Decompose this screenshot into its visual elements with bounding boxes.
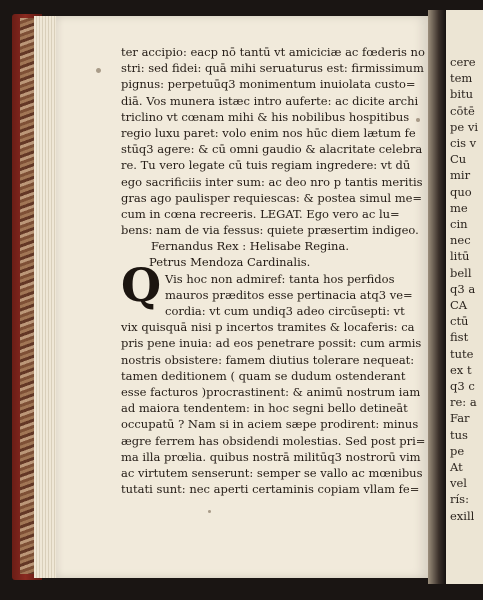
facing-text-fragment: quo (450, 184, 472, 199)
speaker-line: Fernandus Rex : Helisabe Regina. (151, 239, 349, 254)
facing-text-fragment: nec (450, 233, 471, 248)
facing-text-fragment: Cu (450, 152, 467, 167)
page-edges (34, 16, 58, 578)
text-line: gras ago paulisper requiescas: & postea simul me= (121, 190, 423, 205)
facing-text-fragment: re: a (450, 395, 477, 410)
book-gutter (428, 10, 446, 584)
facing-text-fragment: tus (450, 427, 468, 442)
facing-text-fragment: Far (450, 411, 470, 426)
text-line: bens: nam de via fessus: quiete præsertim indigeo. (121, 223, 419, 238)
text-line: ego sacrificiis inter sum: ac deo nro p tantis meritis (121, 174, 423, 189)
facing-text-fragment: bell (450, 265, 472, 280)
facing-text-fragment: pe vi (450, 119, 478, 134)
text-line: mauros præditos esse pertinacia atq3 ve= (165, 287, 413, 302)
facing-text-fragment: cōtē (450, 103, 475, 118)
text-line: re. Tu vero legate cū tuis regiam ingredere: vt dū (121, 158, 411, 173)
facing-text-fragment: tem (450, 71, 473, 86)
facing-text-fragment: cere (450, 55, 476, 69)
paper-spot (416, 118, 420, 122)
facing-text-fragment: litū (450, 249, 470, 264)
text-line: ac virtutem senserunt: semper se vallo ac mœnibus (121, 465, 423, 480)
text-line: vix quisquā nisi p incertos tramites & locaferis: ca (121, 320, 415, 335)
facing-text-fragment: exill (450, 508, 475, 523)
facing-text-fragment: CA (450, 298, 468, 312)
text-line: stri: sed fidei: quā mihi seruaturus est: firmissimum (121, 61, 424, 76)
facing-text-fragment: fist (450, 330, 469, 345)
facing-text-fragment: me (450, 200, 468, 215)
facing-text-fragment: rís: (450, 492, 469, 507)
text-line: ma illa prœlia. quibus nostrā militūq3 nostrorū vim (121, 449, 421, 464)
text-line: stūq3 agere: & cū omni gaudio & alacritate celebra (121, 142, 423, 157)
text-line: ad maiora tendentem: in hoc segni bello detineāt (121, 401, 408, 416)
text-line: cum in cœna recreeris. LEGAT. Ego vero ac lu= (121, 206, 400, 221)
facing-text-fragment: pe (450, 443, 465, 458)
text-line: regio luxu paret: volo enim nos hūc diem lætum fe (121, 125, 416, 140)
text-line: occupatū ? Nam si in aciem sæpe prodirent: minus (121, 417, 419, 432)
marbled-endpaper (20, 18, 34, 574)
facing-text-fragment: q3 a (450, 281, 476, 296)
text-line: pris pene inuia: ad eos penetrare possit: cum armis (121, 336, 422, 351)
text-line: cordia: vt cum undiq3 adeo circūsepti: vt (165, 304, 405, 318)
text-line: esse facturos )procrastinent: & animū nostrum iam (121, 384, 421, 399)
facing-text-fragment: At (450, 460, 463, 474)
text-line: pignus: perpetuūq3 monimentum inuiolata custo= (121, 77, 416, 92)
facing-page (446, 10, 483, 584)
text-line: nostris obsistere: famem diutius tolerare nequeat: (121, 352, 415, 367)
facing-text-fragment: q3 c (450, 379, 475, 393)
paper-spot (208, 510, 211, 513)
text-line: diā. Vos munera istæc intro auferte: ac dicite archi (121, 93, 419, 108)
facing-text-fragment: ex t (450, 362, 472, 377)
facing-text-fragment: ctū (450, 314, 469, 329)
text-line: tutati sunt: nec aperti certaminis copiam vllam fe= (121, 482, 420, 497)
facing-text-fragment: bitu (450, 87, 474, 102)
text-line: Vis hoc non admiref: tanta hos perfidos (165, 271, 395, 286)
facing-text-fragment: tute (450, 346, 474, 361)
text-line: triclino vt cœnam mihi & his nobilibus hospitibus (121, 109, 410, 124)
text-line: ter accipio: eacp nō tantū vt amiciciæ ac fœderis no (121, 45, 425, 59)
facing-text-fragment: vel (450, 476, 467, 491)
facing-text-fragment: cis v (450, 136, 477, 150)
facing-text-fragment: cin (450, 217, 468, 231)
paper-spot (96, 68, 101, 73)
text-line: ægre ferrem has obsidendi molestias. Sed post pri= (121, 433, 426, 448)
drop-cap: Q (121, 258, 162, 312)
speaker-line: Petrus Mendoza Cardinalis. (149, 255, 311, 270)
facing-text-fragment: mir (450, 168, 471, 183)
main-text (121, 44, 426, 497)
text-line: tamen deditionem ( quam se dudum ostenderant (121, 368, 406, 383)
